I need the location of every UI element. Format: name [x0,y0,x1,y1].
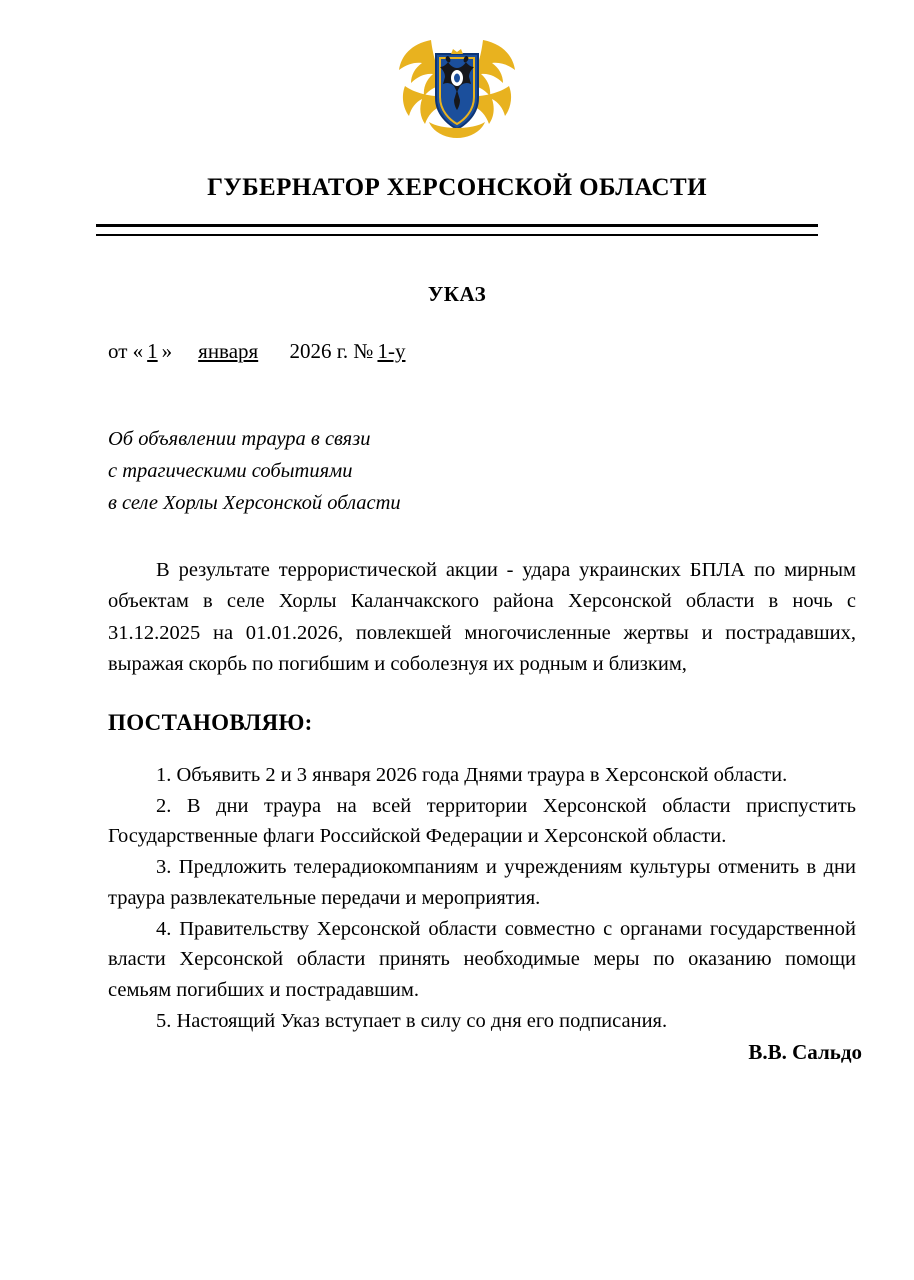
decree-heading: ПОСТАНОВЛЯЮ: [108,709,313,735]
preamble-paragraph: В результате террористической акции - удара украинских БПЛА по мирным объектам в селе Хорлы Каланчакского района Херсонской области в ночь с 31.12.2025 на 01.01.2026, повлекшей многочисленные жертвы и пострадавших, выражая скорбь по погибшим и соболезнуя их родным и близким, [108,559,856,675]
subject-line-3: в селе Хорлы Херсонской области [108,491,401,514]
dateline-number: 1-у [377,339,406,363]
dateline-month: января [198,339,259,363]
list-item: 3. Предложить телерадиокомпаниям и учреждениям культуры отменить в дни траура развлекательные передачи и мероприятия. [108,856,856,909]
dateline-prefix: от « [108,339,144,363]
coat-of-arms-kherson-oblast-icon [391,26,523,144]
dateline-day: 1 [147,339,158,363]
dateline [108,339,862,364]
decree-items [108,760,856,1037]
list-item: 1. Объявить 2 и 3 января 2026 года Днями траура в Херсонской области. [156,763,788,786]
list-item: 2. В дни траура на всей территории Херсонской области приспустить Государственные флаги Российской Федерации и Херсонской области. [108,794,856,848]
subject-line-2: с трагическими событиями [108,459,353,482]
dateline-mid: » [161,339,173,363]
dateline-year: 2026 г. № [289,339,374,363]
document-subject [108,424,862,519]
list-item: 5. Настоящий Указ вступает в силу со дня его подписания. [156,1009,668,1032]
document-type-heading: УКАЗ [427,282,487,306]
header-divider [96,224,818,236]
page-title: ГУБЕРНАТОР ХЕРСОНСКОЙ ОБЛАСТИ [207,174,707,201]
emblem-container [52,0,862,144]
signature-name: В.В. Сальдо [748,1040,862,1064]
subject-line-1: Об объявлении траура в связи [108,428,371,450]
list-item: 4. Правительству Херсонской области совместно с органами государственной власти Херсонской области принять необходимые меры по оказанию помощи семьям погибших и пострадавшим. [108,917,856,1002]
